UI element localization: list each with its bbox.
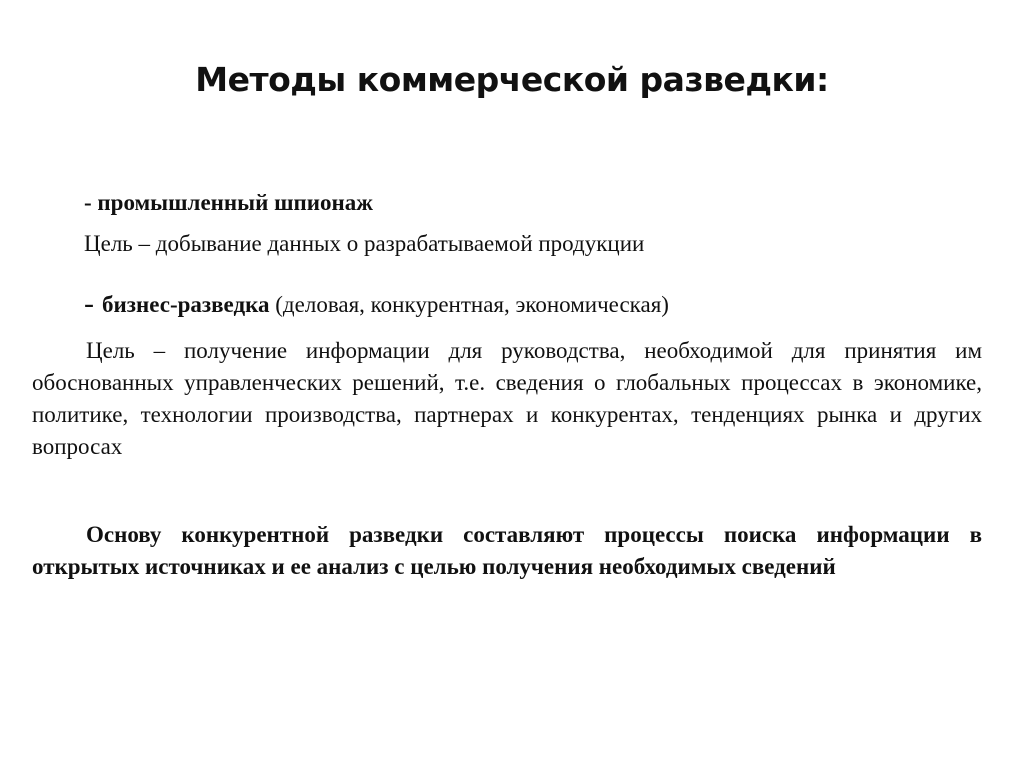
method2-heading: бизнес-разведка — [102, 292, 270, 317]
conclusion-paragraph: Основу конкурентной разведки составляют процессы поиска информации в открытых источниках и ее анализ с целью получения необходимых сведений — [32, 522, 982, 579]
method2-goal: Цель – получение информации для руководства, необходимой для принятия им обоснованных управленческих решений, т.е. сведения о глобальных процессах в экономике, политике, технологии производства, партнерах и конкурентах, тенденциях рынка и других вопросах — [32, 338, 982, 459]
method2-qualifier: (деловая, конкурентная, экономическая) — [269, 292, 669, 317]
method1-goal: Цель – добывание данных о разрабатываемой продукции — [84, 231, 645, 256]
method2-dash: - — [84, 287, 94, 320]
method1-heading: - промышленный шпионаж — [84, 190, 373, 215]
slide-title: Методы коммерческой разведки: — [195, 60, 829, 99]
method2-heading-line — [84, 287, 669, 320]
